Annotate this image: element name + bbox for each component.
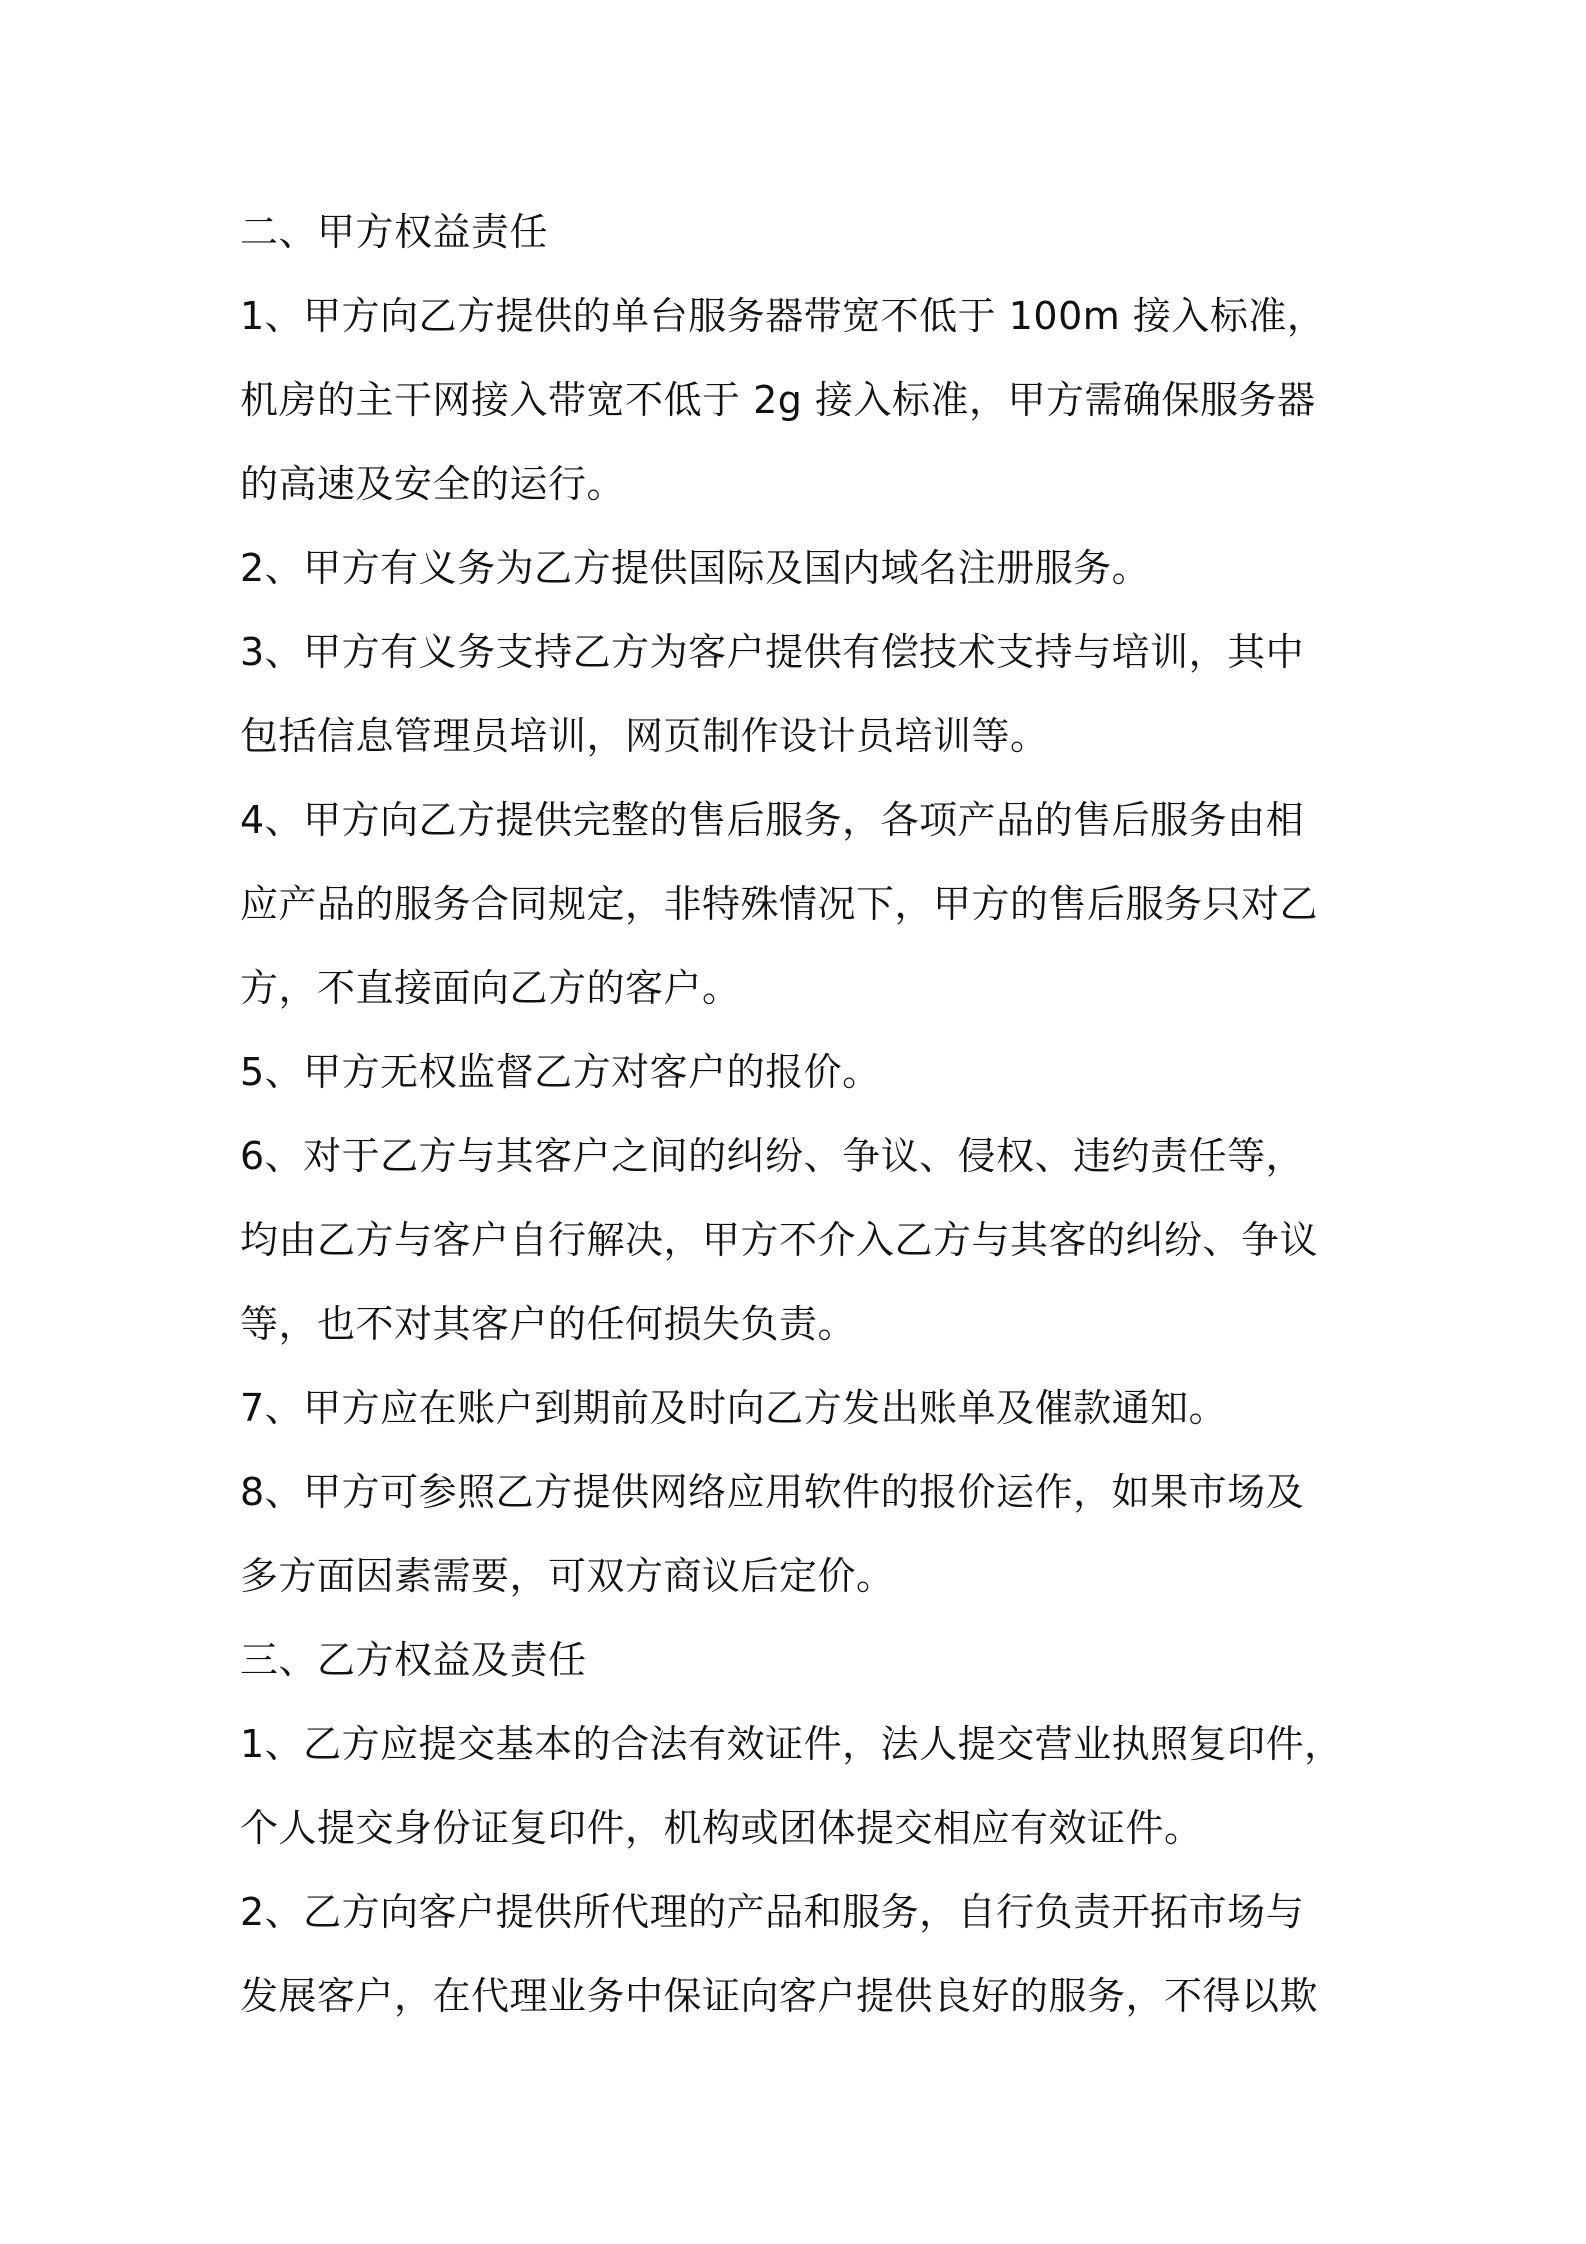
text-line: 发展客户，在代理业务中保证向客户提供良好的服务，不得以欺 — [240, 1974, 1319, 2018]
text-line: 4、甲方向乙方提供完整的售后服务，各项产品的售后服务由相 — [240, 798, 1305, 842]
document-body — [240, 190, 1360, 2038]
text-line: 机房的主干网接入带宽不低于 2g 接入标准，甲方需确保服务器 — [240, 378, 1316, 422]
text-line: 6、对于乙方与其客户之间的纠纷、争议、侵权、违约责任等， — [240, 1134, 1305, 1178]
text-line: 包括信息管理员培训，网页制作设计员培训等。 — [240, 714, 1049, 758]
text-line: 5、甲方无权监督乙方对客户的报价。 — [240, 1050, 881, 1094]
text-line: 8、甲方可参照乙方提供网络应用软件的报价运作，如果市场及 — [240, 1470, 1305, 1514]
text-line: 1、乙方应提交基本的合法有效证件，法人提交营业执照复印件， — [240, 1722, 1343, 1766]
text-line: 1、甲方向乙方提供的单台服务器带宽不低于 100m 接入标准， — [240, 294, 1326, 338]
text-line: 应产品的服务合同规定，非特殊情况下，甲方的售后服务只对乙 — [240, 882, 1319, 926]
section-heading-party-b: 三、乙方权益及责任 — [240, 1638, 587, 1682]
text-line: 2、乙方向客户提供所代理的产品和服务，自行负责开拓市场与 — [240, 1890, 1305, 1934]
text-line: 2、甲方有义务为乙方提供国际及国内域名注册服务。 — [240, 546, 1151, 590]
text-line: 均由乙方与客户自行解决，甲方不介入乙方与其客的纠纷、争议 — [240, 1218, 1319, 1262]
text-line: 的高速及安全的运行。 — [240, 462, 626, 506]
text-line: 7、甲方应在账户到期前及时向乙方发出账单及催款通知。 — [240, 1386, 1228, 1430]
text-line: 3、甲方有义务支持乙方为客户提供有偿技术支持与培训，其中 — [240, 630, 1305, 674]
text-line: 多方面因素需要，可双方商议后定价。 — [240, 1554, 895, 1598]
text-line: 个人提交身份证复印件，机构或团体提交相应有效证件。 — [240, 1806, 1203, 1850]
text-line: 方，不直接面向乙方的客户。 — [240, 966, 741, 1010]
section-heading-party-a: 二、甲方权益责任 — [240, 210, 549, 254]
text-line: 等，也不对其客户的任何损失负责。 — [240, 1302, 857, 1346]
